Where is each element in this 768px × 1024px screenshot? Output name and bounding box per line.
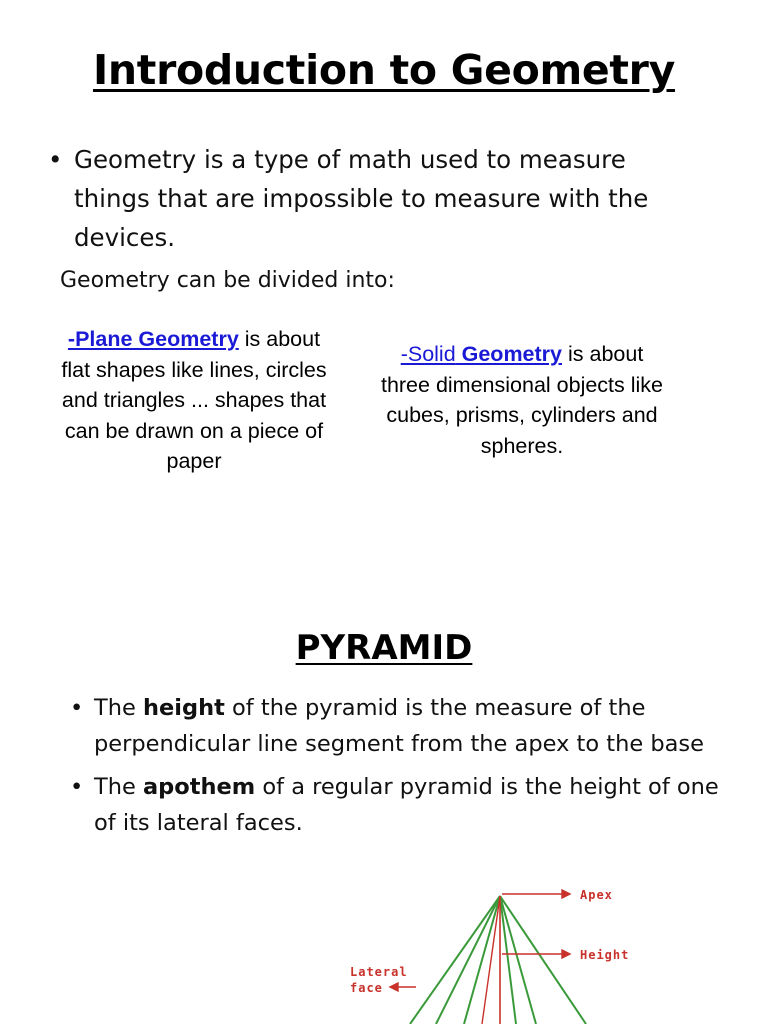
plane-geometry-block [58, 324, 330, 477]
pyramid-bullet-list [70, 690, 730, 848]
intro-bullet [48, 140, 708, 257]
bullet-pre: The [94, 774, 143, 800]
pyramid-edge [410, 896, 500, 1024]
pyramid-diagram [340, 880, 670, 1024]
bullet-pre: The [94, 695, 143, 721]
bullet-dot: • [70, 695, 84, 721]
plane-geometry-text: is about flat shapes like lines, circles and triangles ... shapes that can be drawn on a piece of paper [61, 327, 327, 473]
list-item [70, 769, 730, 841]
solid-link-bold: Geometry [455, 342, 563, 366]
bullet-post: of the pyramid is the measure of the perpendicular line segment from the apex to the base [94, 695, 704, 757]
lateral-arrowhead [390, 983, 398, 991]
pyramid-heading: PYRAMID [295, 628, 473, 668]
bullet-post: of a regular pyramid is the height of one of its lateral faces. [94, 774, 719, 836]
pyramid-edge [464, 896, 500, 1024]
list-item [70, 690, 730, 762]
bullet-bold-term: apothem [143, 774, 256, 800]
page-title: Introduction to Geometry [92, 46, 676, 94]
lateral-label-line1: Lateral [350, 965, 408, 979]
intro-bullet-text: Geometry is a type of math used to measure things that are impossible to measure with the devices. [74, 145, 649, 252]
solid-geometry-text: is about three dimensional objects like cubes, prisms, cylinders and spheres. [380, 342, 664, 458]
bullet-dot: • [48, 145, 63, 174]
height-label: Height [580, 948, 630, 962]
plane-geometry-link[interactable]: -Plane Geometry [67, 327, 239, 351]
solid-geometry-block [378, 339, 666, 461]
apex-label: Apex [580, 888, 613, 902]
bullet-bold-term: height [143, 695, 225, 721]
bullet-dot: • [70, 774, 84, 800]
solid-link-prefix: -Solid [400, 342, 456, 366]
lateral-label-line2: face [350, 981, 383, 995]
divided-into-text: Geometry can be divided into: [60, 268, 395, 293]
pyramid-edge [500, 896, 536, 1024]
apex-arrowhead [562, 890, 570, 898]
height-arrowhead [562, 950, 570, 958]
solid-geometry-link[interactable] [401, 342, 562, 366]
